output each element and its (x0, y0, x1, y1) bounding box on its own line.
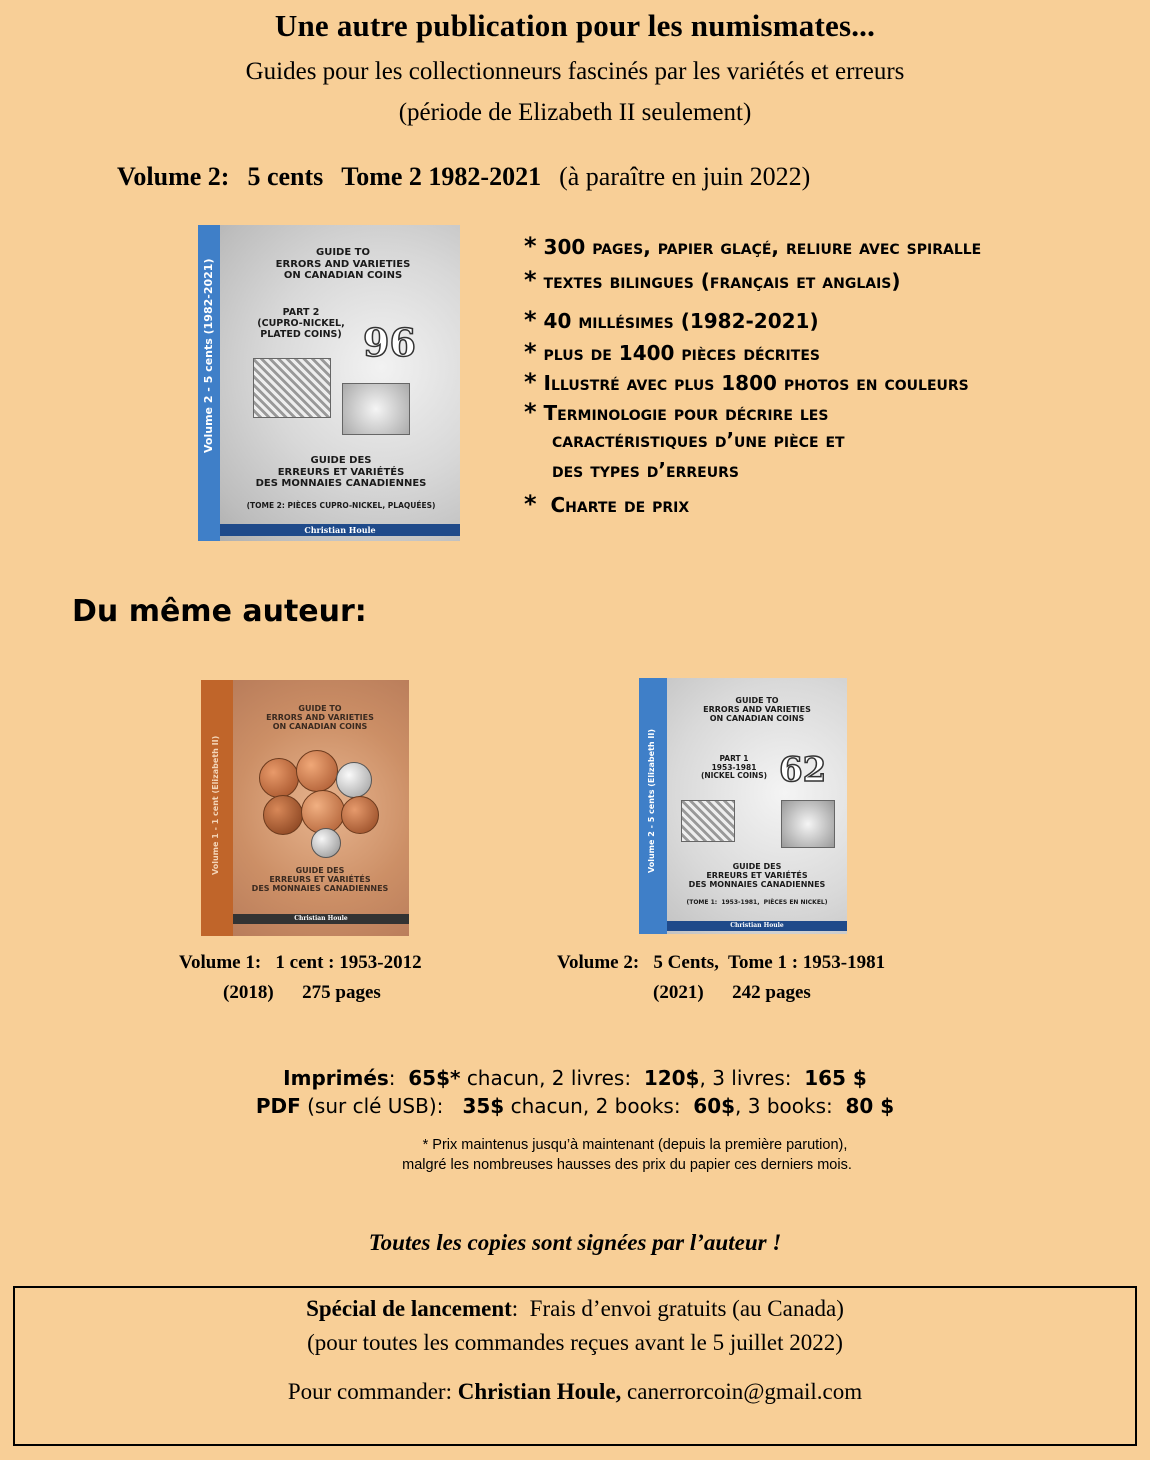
list-item: des types d’erreurs (552, 458, 739, 482)
cover-part-fr: (TOME 1: 1953-1981, PIÈCES EN NICKEL) (686, 899, 828, 906)
coin-image (263, 795, 303, 835)
cover-part-en: PART 1 1953-1981 (NICKEL COINS) (700, 754, 768, 781)
book2-caption-title: Volume 2: 5 Cents, Tome 1 : 1953-1981 (557, 952, 886, 973)
contact-email[interactable]: canerrorcoin@gmail.com (627, 1379, 863, 1404)
launch-condition: (pour toutes les commandes reçues avant le 5 juillet 2022) (307, 1330, 843, 1355)
book2-caption-info: (2021) 242 pages (653, 982, 811, 1003)
coin-image (311, 828, 341, 858)
pdf-price-line: PDF (sur clé USB): 35$ chacun, 2 books: 60$, 3 books: 80 $ (255, 1094, 895, 1118)
book1-cover (201, 680, 409, 936)
coin-closeup-image (681, 800, 735, 842)
cover-title-en: GUIDE TO ERRORS AND VARIETIES ON CANADIAN COINS (275, 247, 411, 281)
coin-image (296, 750, 338, 792)
subtitle-period: (période de Elizabeth II seulement) (398, 99, 752, 126)
cover-author: Christian Houle (667, 921, 847, 931)
order-contact: Pour commander: Christian Houle, canerrorcoin@gmail.com (287, 1379, 863, 1404)
new-volume-line (117, 162, 810, 192)
list-item: * 300 pages, papier glaçé, reliure avec spiralle (524, 232, 982, 260)
coin-image (336, 762, 372, 798)
cover-part-fr: (TOME 2: PIÈCES CUPRO-NICKEL, PLAQUÉES) (246, 501, 436, 510)
coin-number: 62 (779, 750, 827, 790)
book-spine (198, 225, 220, 541)
price-note-line1: * Prix maintenus jusqu’à maintenant (depuis la première parution), (422, 1137, 848, 1153)
list-item: * Terminologie pour décrire les (524, 398, 829, 426)
volume-tome: Tome 2 1982-2021 (341, 162, 542, 191)
book-spine (639, 678, 667, 934)
volume-denomination: 5 cents (247, 162, 324, 191)
cover-title-en: GUIDE TO ERRORS AND VARIETIES ON CANADIAN COINS (703, 696, 811, 724)
spine-label: Volume 2 - 5 cents (Elizabeth II) (647, 728, 656, 873)
cover-author: Christian Houle (220, 524, 460, 536)
cover-title-fr: GUIDE DES ERREURS ET VARIÉTÉS DES MONNAIES CANADIENNES (688, 862, 826, 890)
book1-caption-info: (2018) 275 pages (223, 982, 381, 1003)
signed-note: Toutes les copies sont signées par l’auteur ! (368, 1230, 782, 1255)
beaver-image (342, 383, 410, 435)
cover-title-en: GUIDE TO ERRORS AND VARIETIES ON CANADIAN COINS (266, 704, 374, 732)
cover-title-fr: GUIDE DES ERREURS ET VARIÉTÉS DES MONNAIES CANADIENNES (255, 455, 427, 489)
list-item: caractéristiques d’une pièce et (552, 428, 845, 452)
book1-caption-title: Volume 1: 1 cent : 1953-2012 (179, 952, 422, 973)
coin-image (341, 796, 379, 834)
cover-part-en: PART 2 (CUPRO-NICKEL, PLATED COINS) (257, 307, 345, 340)
same-author-heading: Du même auteur: (72, 594, 367, 629)
coin-number: 96 (363, 320, 416, 365)
list-item: * plus de 1400 pièces décrites (524, 338, 820, 366)
page-title: Une autre publication pour les numismates... (274, 8, 876, 43)
volume-release: (à paraître en juin 2022) (559, 162, 811, 191)
list-item: * Illustré avec plus 1800 photos en couleurs (524, 368, 969, 396)
cover-author: Christian Houle (233, 914, 409, 924)
printed-price-line: Imprimés: 65$* chacun, 2 livres: 120$, 3 livres: 165 $ (283, 1066, 867, 1090)
list-item: * Charte de prix (524, 490, 690, 518)
book-spine (201, 680, 233, 936)
list-item: * 40 millésimes (1982-2021) (524, 306, 819, 334)
spine-label: Volume 1 - 1 cent (Elizabeth II) (211, 735, 220, 875)
coin-image (259, 758, 299, 798)
cover-title-fr: GUIDE DES ERREURS ET VARIÉTÉS DES MONNAIES CANADIENNES (251, 866, 389, 894)
volume-number: Volume 2: (117, 162, 230, 191)
spine-label: Volume 2 - 5 cents (1982-2021) (202, 258, 215, 453)
launch-special-box (13, 1286, 1137, 1446)
launch-offer: Spécial de lancement: Frais d’envoi gratuits (au Canada) (306, 1296, 844, 1321)
book2-cover (639, 678, 847, 934)
main-book-cover (198, 225, 460, 541)
coin-closeup-image (253, 358, 331, 418)
price-note-line2: malgré les nombreuses hausses des prix du papier ces derniers mois. (402, 1157, 852, 1173)
subtitle: Guides pour les collectionneurs fascinés par les variétés et erreurs (245, 58, 905, 85)
list-item: * textes bilingues (français et anglais) (524, 266, 901, 294)
beaver-image (781, 800, 835, 848)
